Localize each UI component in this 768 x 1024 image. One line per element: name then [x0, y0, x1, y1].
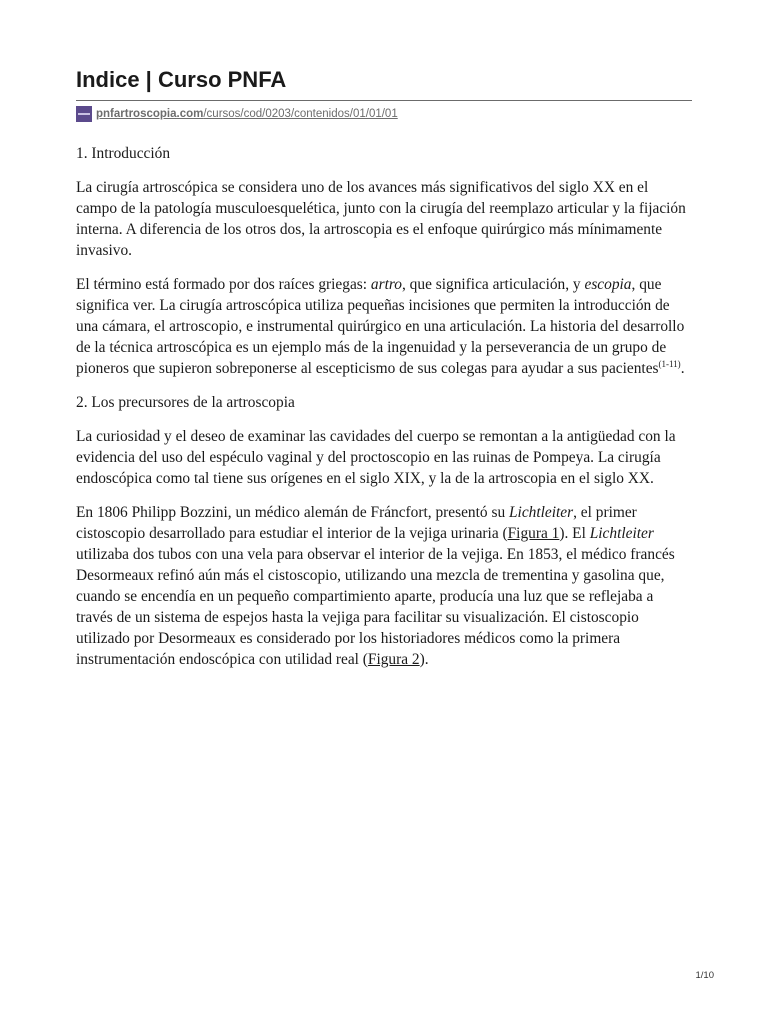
source-domain: pnfartroscopia.com [96, 108, 204, 120]
source-line [76, 106, 398, 122]
paragraph-intro-1: La cirugía artroscópica se considera uno de los avances más significativos del siglo XX en el campo de la patología musculoesquelética, junto con la cirugía del reemplazo articular y la fijación interna. A diferencia de los otros dos, la artroscopia es el enfoque quirúrgico más mínimamente invasivo. [76, 179, 686, 259]
term-lichtleiter: Lichtleiter [589, 525, 654, 542]
source-url-link[interactable] [96, 108, 398, 120]
section-heading-introduccion: 1. Introducción [76, 145, 171, 162]
page-number: 1/10 [695, 970, 714, 981]
text-run: En 1806 Philipp Bozzini, un médico alemán de Fráncfort, presentó su [76, 504, 509, 521]
term-artro: artro [370, 276, 402, 293]
paragraph-intro-2 [76, 274, 692, 379]
figure-1-link[interactable]: Figura 1 [507, 525, 560, 542]
text-run: El término está formado por dos raíces griegas: [76, 276, 371, 293]
article-body [76, 143, 692, 683]
site-favicon-icon [76, 106, 92, 122]
paragraph-precursores-1: La curiosidad y el deseo de examinar las cavidades del cuerpo se remontan a la antigüedad con la evidencia del uso del espéculo vaginal y del proctoscopio en las ruinas de Pompeya. La cirugía endoscópica como tal tiene sus orígenes en el siglo XIX, y la de la artroscopia en el siglo XX. [76, 428, 676, 487]
section-heading-precursores: 2. Los precursores de la artroscopia [76, 394, 295, 411]
title-divider [76, 100, 692, 101]
source-path: /cursos/cod/0203/contenidos/01/01/01 [203, 108, 398, 120]
reference-superscript: (1-11) [658, 358, 681, 369]
text-run: ). [419, 651, 429, 668]
text-run: , que significa articulación, y [401, 276, 585, 293]
figure-2-link[interactable]: Figura 2 [367, 651, 420, 668]
text-run: , el primer cistoscopio desarrollado para estudiar el interior de la vejiga urinaria ( [76, 504, 637, 542]
paragraph-precursores-2 [76, 502, 692, 670]
term-escopia: escopia [584, 276, 632, 293]
text-run: utilizaba dos tubos con una vela para observar el interior de la vejiga. En 1853, el médico francés Desormeaux refinó aún más el cistoscopio, utilizando una mezcla de trementina y gasolina que, cuando se encendía en un pequeño compartimiento aparte, producía una luz que se reflejaba a través de un sistema de espejos hasta la vejiga para facilitar su visualización. El cistoscopio utilizado por Desormeaux es considerado por los historiadores médicos como la primera instrumentación endoscópica con utilidad real ( [76, 546, 675, 668]
text-run: , que significa ver. La cirugía artroscópica utiliza pequeñas incisiones que permiten la introducción de una cámara, el artroscopio, e instrumental quirúrgico en una articulación. La historia del desarrollo de la técnica artroscópica es un ejemplo más de la ingenuidad y la perseverancia de un grupo de pioneros que supieron sobreponerse al escepticismo de sus colegas para ayudar a sus pacientes [76, 276, 685, 377]
text-run: . [680, 360, 685, 377]
text-run: ). El [559, 525, 590, 542]
document-title: Indice | Curso PNFA [76, 67, 287, 92]
term-lichtleiter: Lichtleiter [508, 504, 574, 521]
